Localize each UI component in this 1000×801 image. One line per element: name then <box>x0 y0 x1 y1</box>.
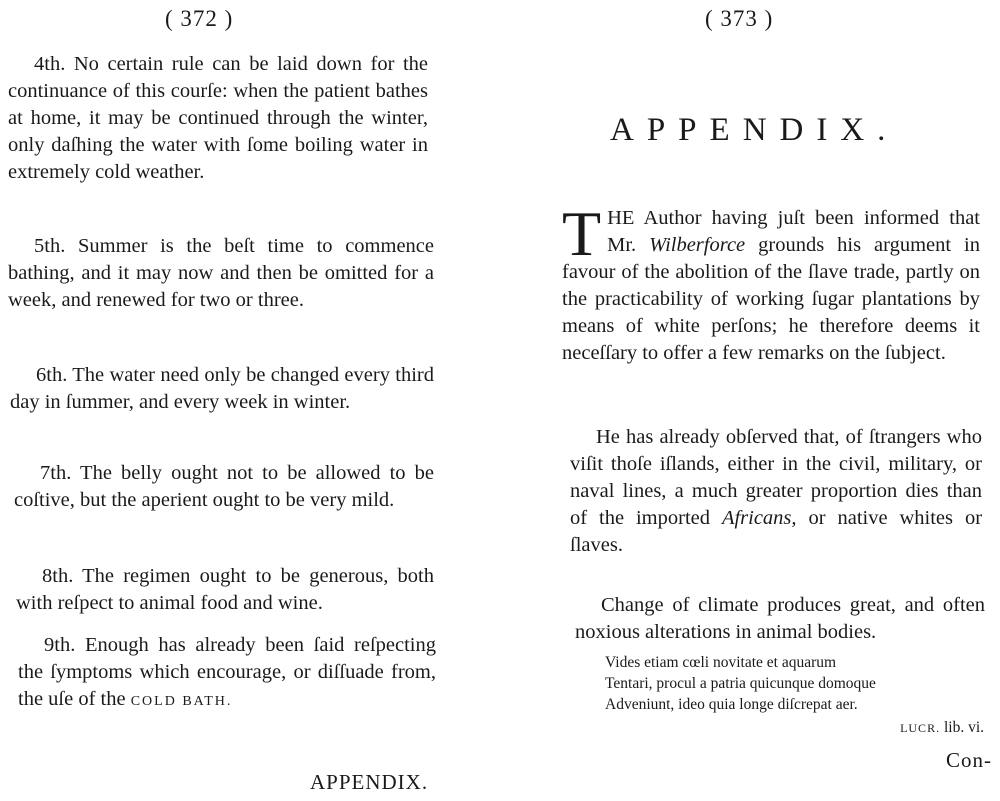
appendix-paragraph-3: Change of climate produces great, and often noxious alterations in animal bodies. <box>575 594 985 643</box>
right-catchword: Con- <box>946 748 992 772</box>
right-page-number: ( 373 ) <box>705 6 774 31</box>
cold-bath-smallcaps: COLD BATH. <box>130 694 233 709</box>
africans-italic: Africans, <box>721 507 797 529</box>
latin-quotation <box>605 652 975 715</box>
paragraph-5th: 5th. Summer is the beſt time to commence bathing, and it may now and then be omitted for a week, and renewed for two or three. <box>8 235 434 311</box>
right-page <box>535 0 1000 801</box>
paragraph-9th: 9th. Enough has already been ſaid reſpecting the ſymptoms which encourage, or diſſuade from, the uſe of the COLD BATH. <box>18 634 436 710</box>
citation: LUCR. lib. vi. <box>900 719 984 736</box>
paragraph-6th: 6th. The water need only be changed every third day in ſummer, and every week in winter. <box>10 364 434 413</box>
left-page-number: ( 372 ) <box>165 6 234 31</box>
paragraph-8th: 8th. The regimen ought to be generous, both with reſpect to animal food and wine. <box>16 565 434 614</box>
wilberforce-italic: Wilberforce <box>649 234 746 256</box>
left-catchword: APPENDIX. <box>310 770 429 794</box>
appendix-paragraph-2: He has already obſerved that, of ſtrangers who viſit thoſe iſlands, either in the civil, military, or naval lines, a much greater proportion dies than of the imported Africans, or native whites or ſlaves. <box>570 426 983 556</box>
left-page <box>0 0 455 801</box>
appendix-paragraph-1: THE Author having juſt been informed that Mr. Wilberforce grounds his argument in favour of the abolition of the ſlave trade, partly on the practicability of working ſugar plantations by means of white perſons; he therefore deems it neceſſary to offer a few remarks on the ſubject. <box>562 198 980 364</box>
appendix-heading: APPENDIX. <box>610 112 899 148</box>
drop-cap: T <box>562 198 602 269</box>
paragraph-4th: 4th. No certain rule can be laid down for the continuance of this courſe: when the patient bathes at home, it may be continued through the winter, only daſhing the water with ſome boiling water in extremely cold weather. <box>8 53 428 183</box>
poem-line: Vides etiam cœli novitate et aquarum <box>605 654 837 671</box>
poem-line: Adveniunt, ideo quia longe diſcrepat aer. <box>605 696 858 713</box>
poem-line: Tentari, procul a patria quicunque domoque <box>605 675 876 692</box>
paragraph-7th: 7th. The belly ought not to be allowed to be coſtive, but the aperient ought to be very mild. <box>14 462 434 511</box>
